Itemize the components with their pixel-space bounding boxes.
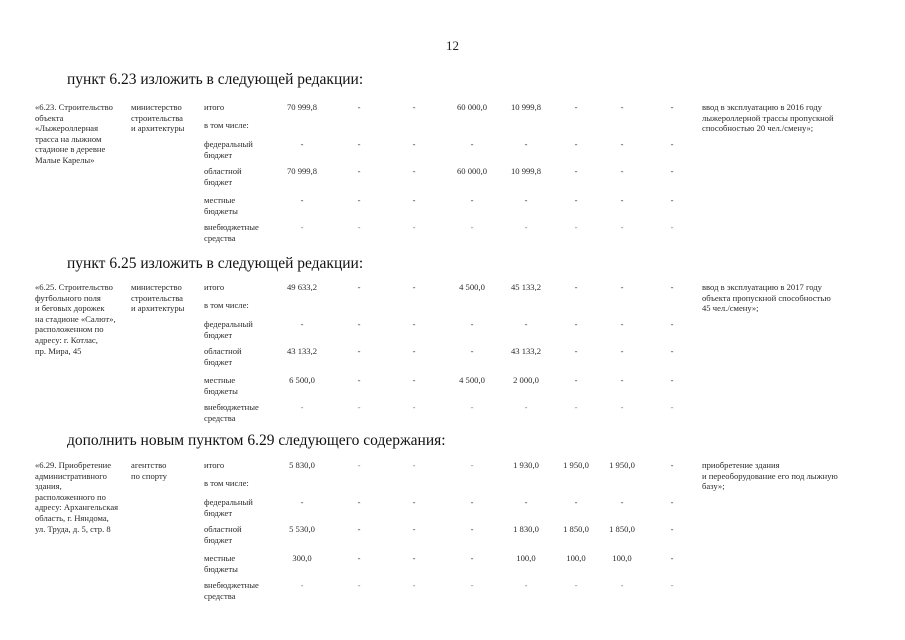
value-cell: - — [670, 139, 674, 149]
value-cell: - — [620, 282, 624, 292]
value-cell: - — [524, 580, 528, 590]
value-cell: 70 999,8 — [286, 102, 318, 112]
object-name-line: на стадионе «Салют», — [35, 313, 116, 324]
value-cell: - — [620, 402, 624, 412]
value-cell: - — [620, 497, 624, 507]
value-cell: - — [524, 497, 528, 507]
value-cell: - — [620, 139, 624, 149]
value-cell: - — [412, 346, 416, 356]
result-line: объекта пропускной способностью — [702, 292, 831, 303]
value-cell: 60 000,0 — [456, 166, 488, 176]
funding-source-label: средства — [204, 412, 236, 423]
value-cell: 100,0 — [566, 553, 586, 563]
object-name-line: административного — [35, 470, 107, 481]
value-cell: - — [670, 222, 674, 232]
funding-source-label: бюджет — [204, 329, 233, 340]
object-name-line: здания, — [35, 481, 62, 492]
value-cell: - — [574, 282, 578, 292]
value-cell: - — [620, 580, 624, 590]
value-cell: - — [357, 375, 361, 385]
funding-source-label: федеральный — [204, 139, 253, 149]
value-cell: - — [470, 497, 474, 507]
funding-source-label: бюджет — [204, 507, 233, 518]
funding-source-label: внебюджетные — [204, 402, 259, 412]
agency-line: агентство — [131, 460, 167, 470]
value-cell: - — [620, 222, 624, 232]
section-heading: пункт 6.23 изложить в следующей редакции: — [67, 71, 364, 88]
value-cell: - — [670, 102, 674, 112]
value-cell: - — [524, 222, 528, 232]
funding-source-label: бюджет — [204, 176, 233, 187]
value-cell: - — [412, 166, 416, 176]
value-cell: 100,0 — [612, 553, 632, 563]
object-name-line: футбольного поля — [35, 292, 101, 303]
value-cell: - — [357, 460, 361, 470]
value-cell: - — [574, 222, 578, 232]
result-line: ввод в эксплуатацию в 2017 году — [702, 282, 822, 292]
object-name-line: объекта — [35, 112, 64, 123]
value-cell: - — [300, 319, 304, 329]
value-cell: - — [620, 346, 624, 356]
value-cell: 70 999,8 — [286, 166, 318, 176]
value-cell: - — [670, 580, 674, 590]
value-cell: - — [524, 319, 528, 329]
value-cell: - — [524, 195, 528, 205]
agency-line: министерство — [131, 102, 182, 112]
funding-source-label: местные — [204, 375, 236, 385]
value-cell: - — [357, 222, 361, 232]
agency-line: строительства — [131, 292, 183, 303]
value-cell: - — [357, 139, 361, 149]
funding-source-label: бюджеты — [204, 205, 238, 216]
object-name-line: «6.29. Приобретение — [35, 460, 112, 470]
object-name-line: Малые Карелы» — [35, 155, 95, 165]
value-cell: - — [412, 524, 416, 534]
value-cell: - — [357, 319, 361, 329]
funding-source-label: областной — [204, 166, 242, 176]
funding-source-label: федеральный — [204, 319, 253, 329]
value-cell: 43 133,2 — [286, 346, 318, 356]
value-cell: 1 950,0 — [609, 460, 635, 470]
funding-source-label: в том числе: — [204, 300, 249, 310]
value-cell: - — [670, 319, 674, 329]
value-cell: - — [300, 139, 304, 149]
value-cell: - — [357, 166, 361, 176]
value-cell: - — [620, 375, 624, 385]
value-cell: 1 930,0 — [513, 460, 539, 470]
value-cell: - — [620, 102, 624, 112]
value-cell: 1 950,0 — [563, 460, 589, 470]
value-cell: - — [412, 460, 416, 470]
value-cell: - — [574, 166, 578, 176]
value-cell: - — [574, 319, 578, 329]
value-cell: - — [670, 346, 674, 356]
value-cell: - — [670, 497, 674, 507]
funding-source-label: внебюджетные — [204, 580, 259, 590]
value-cell: - — [357, 497, 361, 507]
agency-line: и архитектуры — [131, 123, 185, 134]
value-cell: 49 633,2 — [286, 282, 318, 292]
value-cell: - — [620, 319, 624, 329]
value-cell: - — [412, 402, 416, 412]
value-cell: - — [412, 139, 416, 149]
funding-source-label: бюджеты — [204, 563, 238, 574]
value-cell: - — [470, 524, 474, 534]
value-cell: 2 000,0 — [513, 375, 539, 385]
value-cell: - — [412, 222, 416, 232]
object-name-line: расположенного по — [35, 491, 106, 502]
value-cell: - — [412, 553, 416, 563]
object-name-line: ул. Труда, д. 5, стр. 8 — [35, 523, 111, 534]
funding-source-label: бюджеты — [204, 385, 238, 396]
value-cell: - — [357, 195, 361, 205]
result-line: лыжероллерной трассы пропускной — [702, 112, 834, 123]
value-cell: 300,0 — [292, 553, 312, 563]
funding-source-label: итого — [204, 460, 225, 470]
funding-source-label: бюджет — [204, 356, 233, 367]
value-cell: 6 500,0 — [289, 375, 315, 385]
value-cell: - — [470, 346, 474, 356]
value-cell: - — [412, 375, 416, 385]
value-cell: - — [670, 375, 674, 385]
object-name-line: «6.23. Строительство — [35, 102, 113, 112]
value-cell: 60 000,0 — [456, 102, 488, 112]
value-cell: 4 500,0 — [459, 282, 485, 292]
agency-line: и архитектуры — [131, 303, 185, 314]
value-cell: - — [620, 195, 624, 205]
object-name-line: адресу: г. Котлас, — [35, 335, 98, 345]
object-name-line: «Лыжероллерная — [35, 123, 99, 134]
section-heading: пункт 6.25 изложить в следующей редакции: — [67, 255, 364, 272]
funding-source-label: местные — [204, 195, 236, 205]
value-cell: - — [412, 282, 416, 292]
funding-source-label: внебюджетные — [204, 222, 259, 232]
value-cell: - — [357, 346, 361, 356]
value-cell: - — [470, 580, 474, 590]
funding-source-label: федеральный — [204, 497, 253, 507]
value-cell: - — [300, 497, 304, 507]
value-cell: 1 850,0 — [563, 524, 589, 534]
value-cell: 10 999,8 — [510, 166, 542, 176]
value-cell: 1 850,0 — [609, 524, 635, 534]
value-cell: - — [574, 402, 578, 412]
value-cell: - — [574, 375, 578, 385]
value-cell: - — [300, 222, 304, 232]
value-cell: - — [300, 402, 304, 412]
value-cell: - — [357, 580, 361, 590]
value-cell: 5 830,0 — [289, 460, 315, 470]
value-cell: - — [574, 195, 578, 205]
value-cell: - — [620, 166, 624, 176]
value-cell: - — [670, 166, 674, 176]
value-cell: - — [524, 402, 528, 412]
funding-source-label: средства — [204, 590, 236, 601]
value-cell: - — [470, 553, 474, 563]
value-cell: - — [670, 402, 674, 412]
value-cell: - — [470, 195, 474, 205]
value-cell: 5 530,0 — [289, 524, 315, 534]
object-name-line: стадионе в деревне — [35, 144, 106, 155]
funding-source-label: в том числе: — [204, 120, 249, 130]
value-cell: 43 133,2 — [510, 346, 542, 356]
value-cell: - — [470, 139, 474, 149]
agency-line: по спорту — [131, 470, 167, 481]
object-name-line: и беговых дорожек — [35, 303, 105, 314]
funding-source-label: средства — [204, 232, 236, 243]
value-cell: - — [357, 553, 361, 563]
result-line: и переоборудование его под лыжную — [702, 470, 838, 481]
value-cell: - — [470, 402, 474, 412]
value-cell: - — [412, 497, 416, 507]
value-cell: - — [670, 195, 674, 205]
value-cell: - — [357, 282, 361, 292]
value-cell: - — [574, 346, 578, 356]
funding-source-label: областной — [204, 524, 242, 534]
funding-source-label: местные — [204, 553, 236, 563]
value-cell: 100,0 — [516, 553, 536, 563]
value-cell: - — [412, 195, 416, 205]
funding-source-label: итого — [204, 282, 225, 292]
value-cell: - — [300, 580, 304, 590]
object-name-line: расположенном по — [35, 324, 104, 335]
value-cell: - — [412, 319, 416, 329]
object-name-line: адресу: Архангельская — [35, 502, 119, 513]
funding-source-label: областной — [204, 346, 242, 356]
funding-source-label: в том числе: — [204, 478, 249, 488]
value-cell: - — [574, 139, 578, 149]
value-cell: - — [412, 102, 416, 112]
value-cell: - — [670, 524, 674, 534]
agency-line: строительства — [131, 112, 183, 123]
result-line: приобретение здания — [702, 460, 780, 470]
value-cell: - — [470, 319, 474, 329]
value-cell: - — [300, 195, 304, 205]
value-cell: 1 830,0 — [513, 524, 539, 534]
funding-source-label: бюджет — [204, 149, 233, 160]
funding-source-label: бюджет — [204, 534, 233, 545]
value-cell: - — [574, 102, 578, 112]
value-cell: 45 133,2 — [510, 282, 542, 292]
result-line: базу»; — [702, 481, 725, 492]
value-cell: - — [357, 402, 361, 412]
page-number: 12 — [446, 38, 459, 53]
value-cell: - — [357, 102, 361, 112]
value-cell: 4 500,0 — [459, 375, 485, 385]
value-cell: - — [574, 580, 578, 590]
result-line: ввод в эксплуатацию в 2016 году — [702, 102, 822, 112]
value-cell: 10 999,8 — [510, 102, 542, 112]
value-cell: - — [670, 282, 674, 292]
value-cell: - — [670, 553, 674, 563]
section-heading: дополнить новым пунктом 6.29 следующего содержания: — [67, 432, 446, 449]
object-name-line: область, г. Няндома, — [35, 513, 109, 523]
value-cell: - — [670, 460, 674, 470]
object-name-line: пр. Мира, 45 — [35, 345, 82, 356]
value-cell: - — [357, 524, 361, 534]
object-name-line: «6.25. Строительство — [35, 282, 113, 292]
object-name-line: трасса на лыжном — [35, 133, 102, 144]
value-cell: - — [574, 497, 578, 507]
funding-source-label: итого — [204, 102, 225, 112]
value-cell: - — [412, 580, 416, 590]
value-cell: - — [524, 139, 528, 149]
value-cell: - — [470, 460, 474, 470]
agency-line: министерство — [131, 282, 182, 292]
result-line: способностью 20 чел./смену»; — [702, 123, 814, 134]
value-cell: - — [470, 222, 474, 232]
result-line: 45 чел./смену»; — [702, 303, 759, 314]
